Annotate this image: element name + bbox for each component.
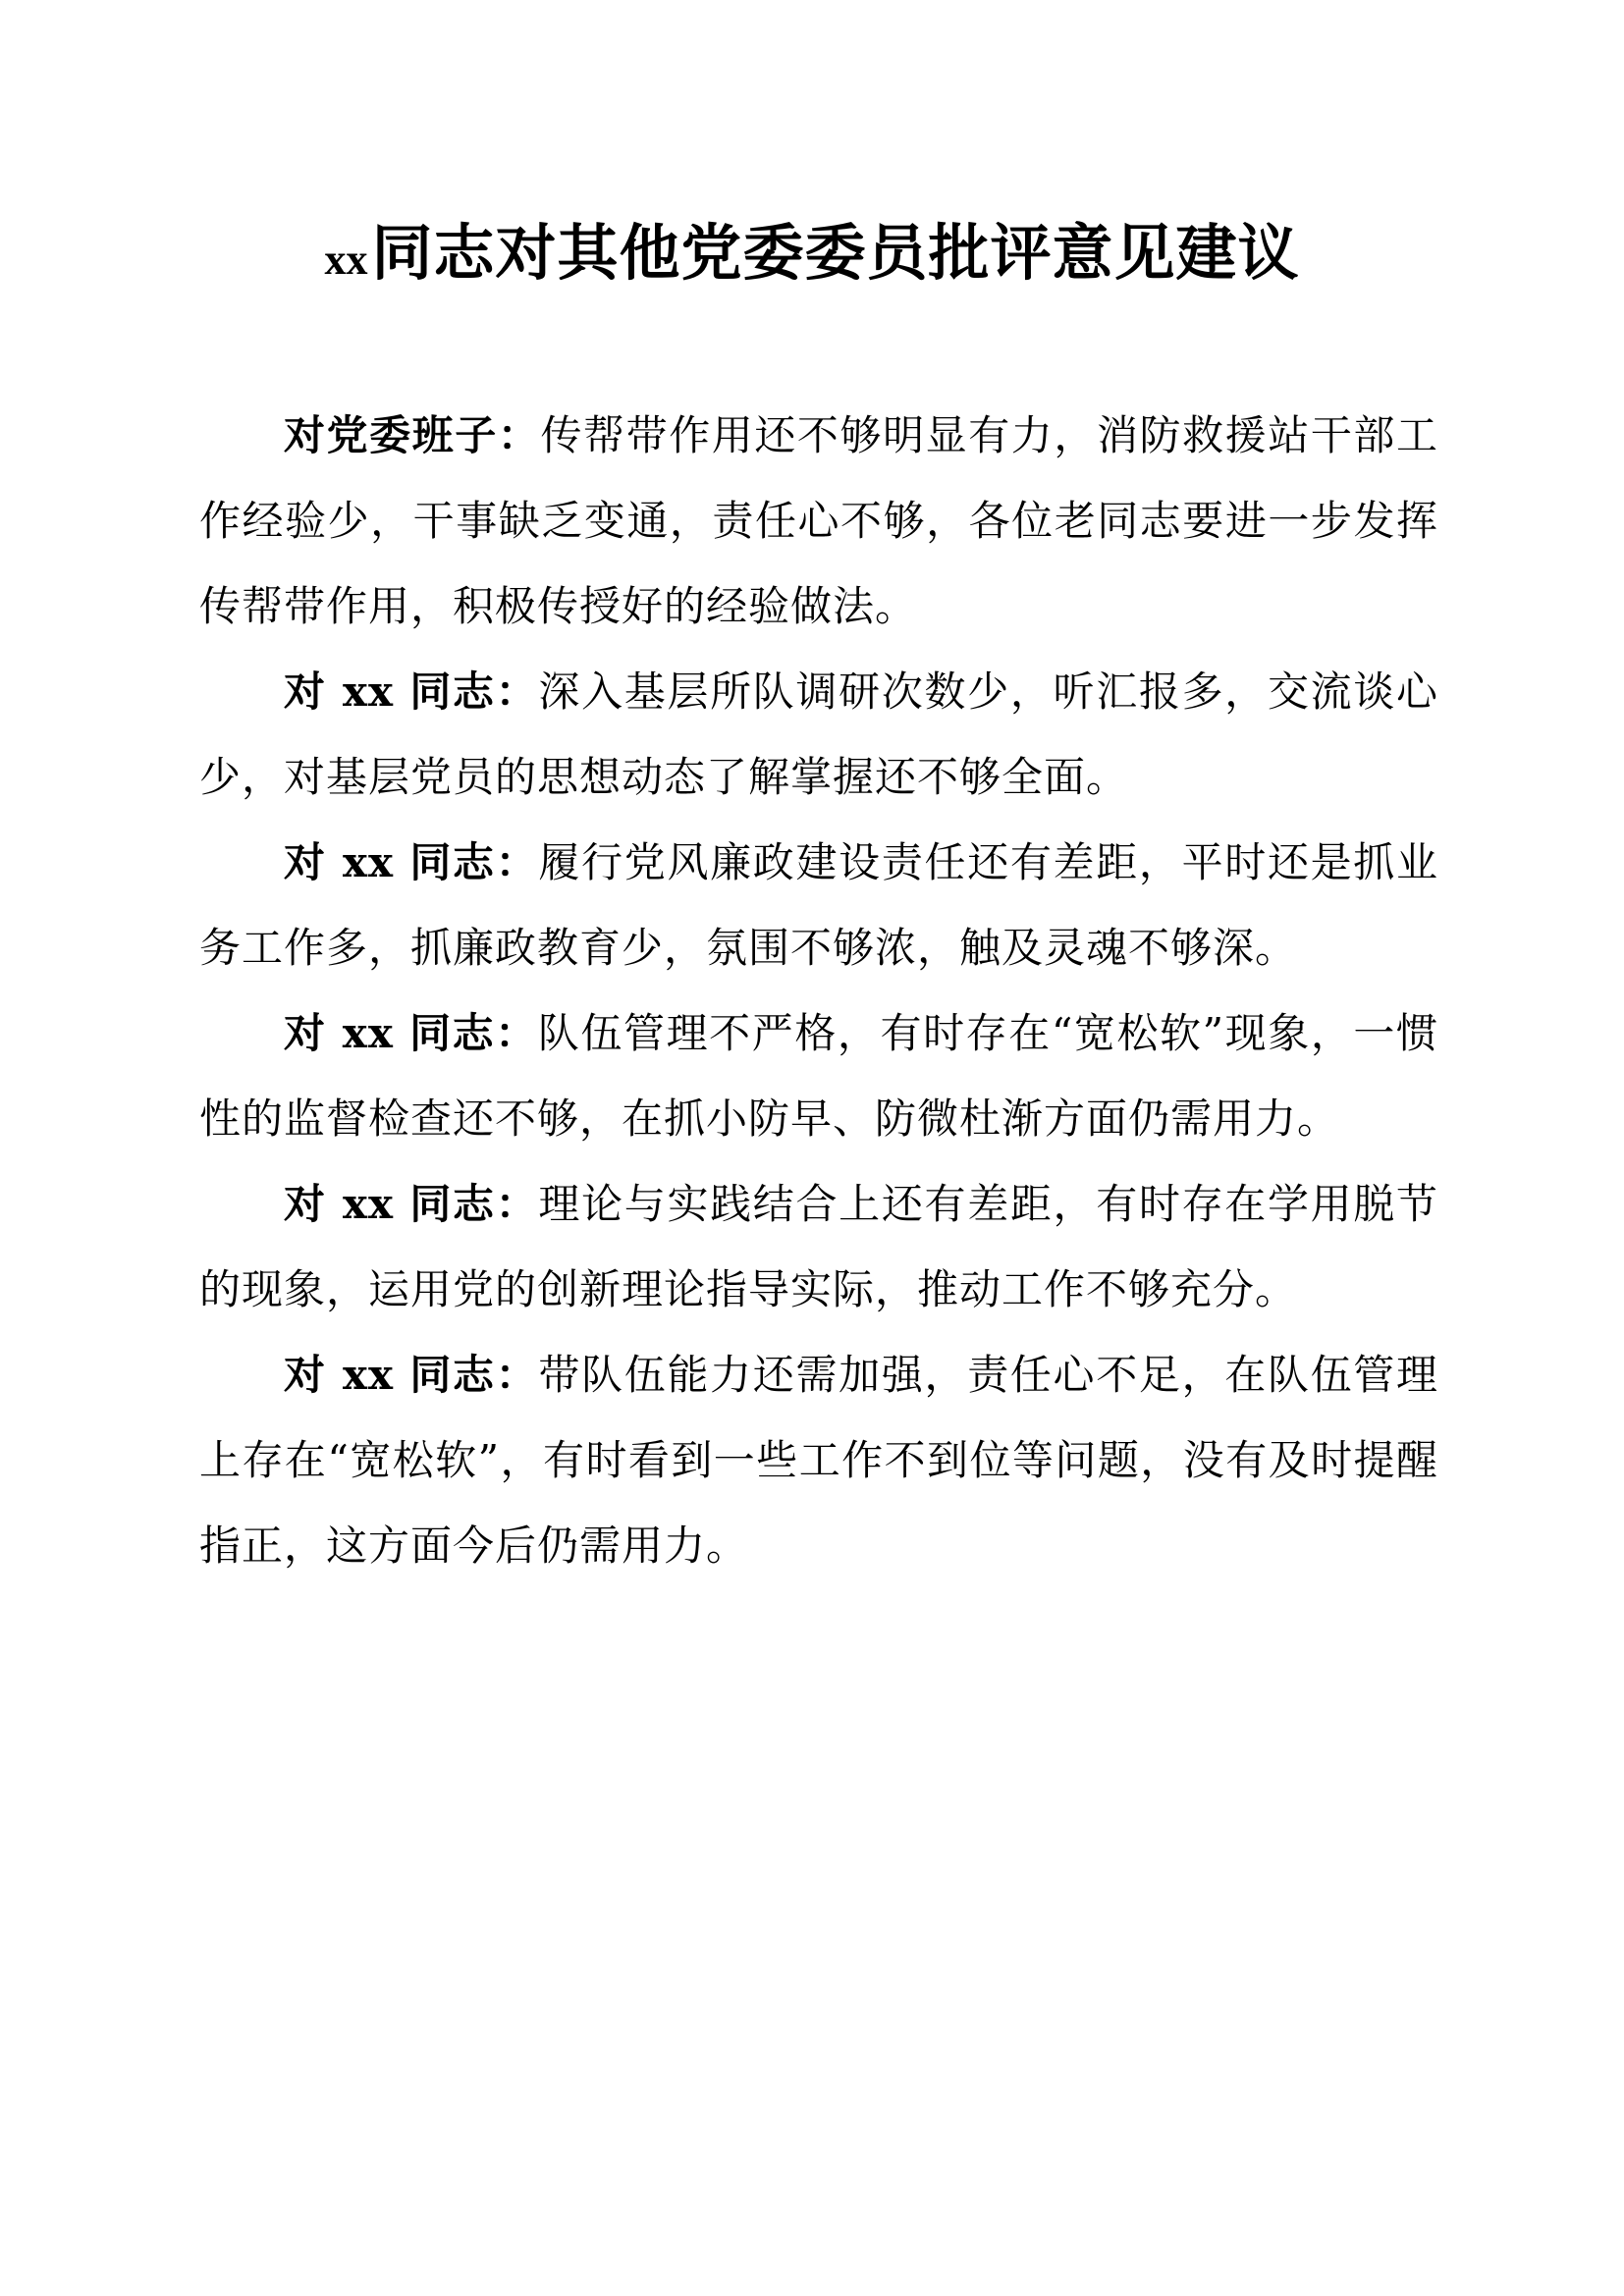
paragraph-text: 带队伍能力还需加强，责任心不足，在队伍管理上存在“宽松软”，有时看到一些工作不到位等问题，没有及时提醒指正，这方面今后仍需用力。 bbox=[199, 1351, 1438, 1570]
document-title bbox=[0, 214, 1624, 299]
paragraph-comrade-1 bbox=[199, 649, 1438, 820]
paragraph-lead: 对党委班子： bbox=[284, 411, 541, 459]
paragraph-lead: 对 xx 同志： bbox=[284, 1009, 538, 1057]
paragraph-text: 履行党风廉政建设责任还有差距，平时还是抓业务工作多，抓廉政教育少，氛围不够浓，触及灵魂不够深。 bbox=[199, 838, 1438, 972]
paragraph-party-committee bbox=[199, 393, 1438, 649]
paragraph-text: 深入基层所队调研次数少，听汇报多，交流谈心少，对基层党员的思想动态了解掌握还不够全面。 bbox=[199, 667, 1438, 801]
paragraph-comrade-2 bbox=[199, 820, 1438, 990]
paragraph-text: 理论与实践结合上还有差距，有时存在学用脱节的现象，运用党的创新理论指导实际，推动工作不够充分。 bbox=[199, 1180, 1438, 1313]
paragraph-lead: 对 xx 同志： bbox=[284, 1351, 539, 1399]
paragraph-lead: 对 xx 同志： bbox=[284, 667, 539, 716]
paragraph-lead: 对 xx 同志： bbox=[284, 838, 539, 886]
document-body bbox=[199, 393, 1438, 1588]
paragraph-lead: 对 xx 同志： bbox=[284, 1180, 539, 1228]
title-prefix: xx bbox=[324, 236, 368, 284]
title-main: 同志对其他党委委员批评意见建议 bbox=[371, 217, 1300, 289]
paragraph-text: 传帮带作用还不够明显有力，消防救援站干部工作经验少，干事缺乏变通，责任心不够，各位老同志要进一步发挥传帮带作用，积极传授好的经验做法。 bbox=[199, 411, 1438, 630]
paragraph-comrade-4 bbox=[199, 1161, 1438, 1332]
paragraph-comrade-5 bbox=[199, 1332, 1438, 1588]
paragraph-text: 队伍管理不严格，有时存在“宽松软”现象，一惯性的监督检查还不够，在抓小防早、防微杜渐方面仍需用力。 bbox=[199, 1009, 1438, 1143]
paragraph-comrade-3 bbox=[199, 990, 1438, 1161]
